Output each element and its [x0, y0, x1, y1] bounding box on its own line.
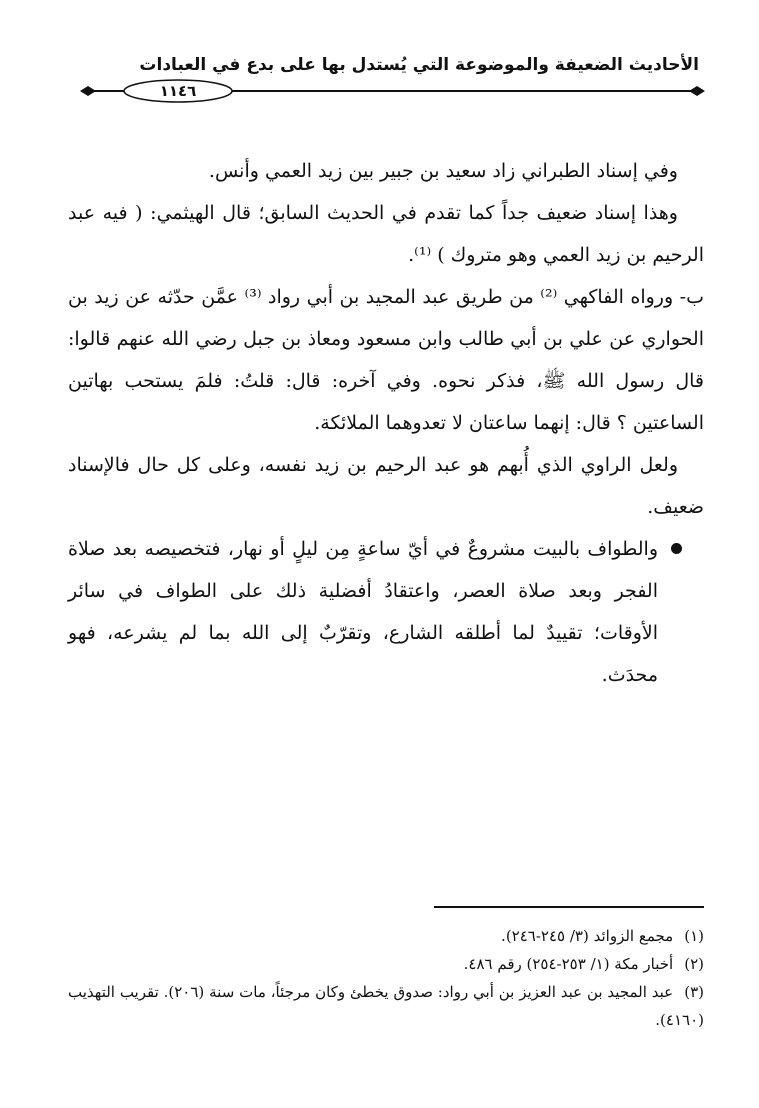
footnote-separator	[434, 906, 704, 908]
footnote	[68, 950, 704, 978]
paragraph: وهذا إسناد ضعيف جداً كما تقدم في الحديث السابق؛ قال الهيثمي: ( فيه عبد الرحيم بن زيد العمي وهو متروك ) ⁽¹⁾.	[68, 202, 704, 266]
paragraph: وفي إسناد الطبراني زاد سعيد بن جبير بين زيد العمي وأنس.	[208, 160, 678, 182]
bullet-text: والطواف بالبيت مشروعٌ في أيّ ساعةٍ مِن ليلٍ أو نهار، فتخصيصه بعد صلاة الفجر وبعد صلاة العصر، واعتقادُ أفضلية ذلك على الطواف في سائر الأوقات؛ تقييدٌ لما أطلقه الشارع، وتقرّبٌ إلى الله بما لم يشرعه، فهو محدَث.	[68, 538, 658, 686]
page-number: ١١٤٦	[159, 82, 197, 100]
footnote-number: (٢)	[684, 955, 704, 973]
footnote-number: (٣)	[684, 983, 704, 1001]
paragraph: ولعل الراوي الذي أُبهم هو عبد الرحيم بن زيد نفسه، وعلى كل حال فالإسناد ضعيف.	[68, 454, 704, 518]
footnote	[68, 922, 704, 950]
running-title: الأحاديث الضعيفة والموضوعة التي يُستدل بها على بدع في العبادات	[139, 55, 699, 75]
bullet-item	[68, 528, 704, 696]
page-header	[0, 0, 759, 110]
footnotes	[68, 922, 704, 1034]
footnote-number: (١)	[684, 927, 704, 945]
paragraph: ب- ورواه الفاكهي ⁽²⁾ من طريق عبد المجيد بن أبي رواد ⁽³⁾ عمَّن حدّثه عن زيد بن الحواري عن علي بن أبي طالب وابن مسعود ومعاذ بن جبل رضي الله عنهم قالوا: قال رسول الله ﷺ، فذكر نحوه. وفي آخره: قال: قلتُ: فلمَ يستحب بهاتين الساعتين ؟ قال: إنهما ساعتان لا تعدوهما الملائكة.	[68, 286, 704, 434]
footnote-text: أخبار مكة (١/ ٢٥٣-٢٥٤) رقم ٤٨٦.	[463, 955, 674, 973]
footnote-text: مجمع الزوائد (٣/ ٢٤٥-٢٤٦).	[501, 927, 674, 945]
main-text	[68, 150, 704, 696]
bullet-dot-icon	[671, 543, 682, 554]
footnote	[68, 978, 704, 1034]
footnote-text: عبد المجيد بن عبد العزيز بن أبي رواد: صدوق يخطئ وكان مرجئاً، مات سنة (٢٠٦). تقريب التهذيب (٤١٦٠).	[68, 983, 704, 1029]
